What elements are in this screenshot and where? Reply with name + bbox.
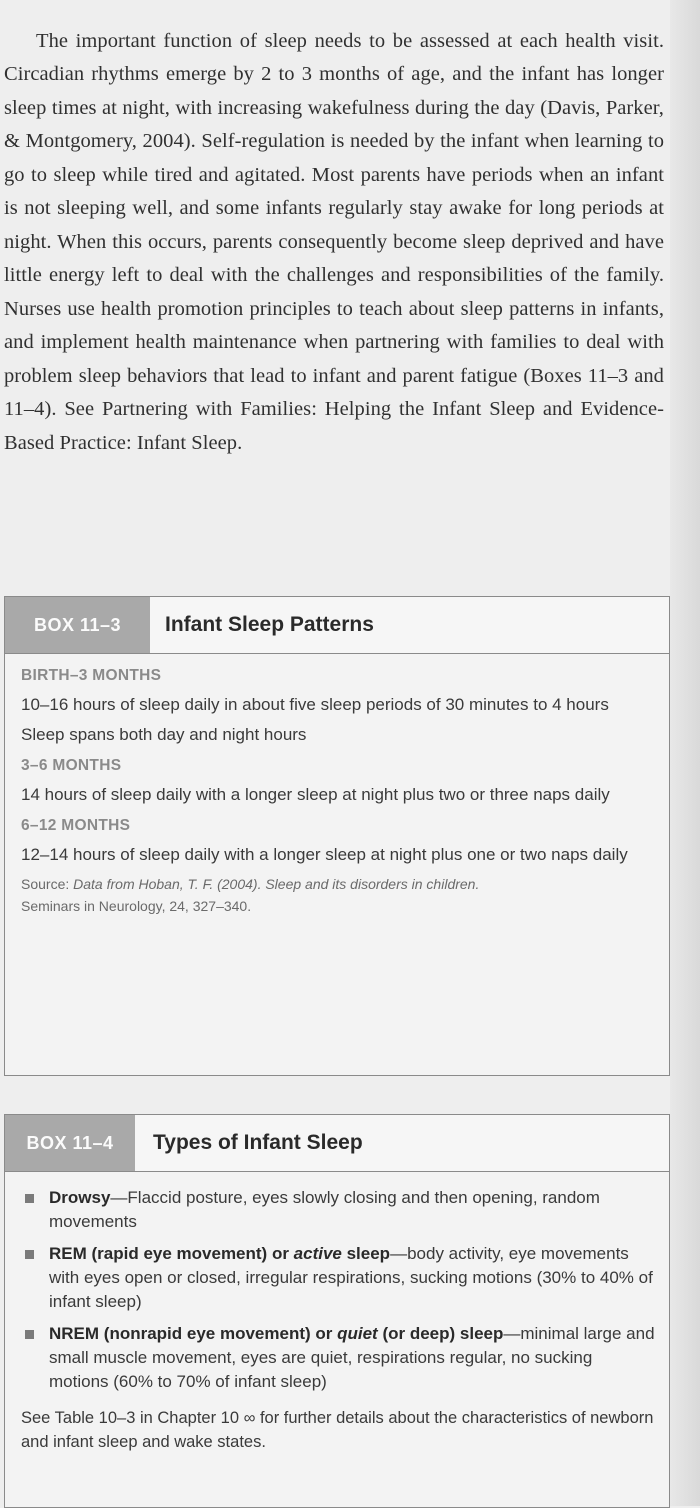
- section-line: Sleep spans both day and night hours: [21, 725, 307, 744]
- list-item: [21, 1242, 655, 1314]
- section-heading: 6–12 MONTHS: [21, 817, 131, 834]
- source-journal: Seminars in Neurology, 24, 327–340.: [21, 898, 252, 914]
- list-item: [21, 1322, 655, 1394]
- sleep-type-description: —body activity, eye movements with eyes open or closed, irregular respirations, sucking motions (30% to 40% of infant sleep): [49, 1244, 653, 1311]
- sleep-type-description: —Flaccid posture, eyes slowly closing and then opening, random movements: [49, 1188, 600, 1231]
- section-heading: 3–6 MONTHS: [21, 757, 122, 774]
- box-body: [5, 1172, 669, 1466]
- sleep-type-term: Drowsy: [49, 1188, 111, 1207]
- body-paragraph: [4, 25, 664, 461]
- box-types-of-infant-sleep: [4, 1114, 670, 1508]
- bullet-square-icon: [25, 1330, 34, 1339]
- sleep-types-list: [21, 1186, 655, 1394]
- section-line: 10–16 hours of sleep daily in about five sleep periods of 30 minutes to 4 hours: [21, 695, 609, 714]
- list-item: [21, 1186, 655, 1234]
- bullet-square-icon: [25, 1250, 34, 1259]
- box-number-tag: BOX 11–4: [5, 1115, 135, 1171]
- box-header: [5, 597, 669, 654]
- page-edge-shadow: [670, 0, 700, 1506]
- source-reference: Data from Hoban, T. F. (2004). Sleep and its disorders in children.: [73, 876, 480, 892]
- box-title: Types of Infant Sleep: [153, 1131, 363, 1154]
- sleep-type-term: NREM (nonrapid eye movement) or quiet (or deep) sleep: [49, 1324, 504, 1343]
- source-citation: [21, 873, 655, 917]
- source-label: Source:: [21, 876, 70, 892]
- box-number-tag: BOX 11–3: [5, 597, 150, 653]
- section-heading: BIRTH–3 MONTHS: [21, 667, 162, 684]
- section-line: 14 hours of sleep daily with a longer sleep at night plus two or three naps daily: [21, 785, 610, 804]
- box-infant-sleep-patterns: [4, 596, 670, 1076]
- section-line: 12–14 hours of sleep daily with a longer sleep at night plus one or two naps daily: [21, 845, 628, 864]
- body-paragraph-text: The important function of sleep needs to be assessed at each health visit. Circadian rhythms emerge by 2 to 3 months of age, and the infant has longer sleep times at night, with increasing wakefulness during the day (Davis, Parker, & Montgomery, 2004). Self-regulation is needed by the infant when learning to go to sleep while tired and agitated. Most parents have periods when an infant is not sleeping well, and some infants regularly stay awake for long periods at night. When this occurs, parents consequently become sleep deprived and have little energy left to deal with the challenges and responsibilities of the family. Nurses use health promotion principles to teach about sleep patterns in infants, and implement health maintenance when partnering with families to deal with problem sleep behaviors that lead to infant and parent fatigue (Boxes 11–3 and 11–4). See Partnering with Families: Helping the Infant Sleep and Evidence-Based Practice: Infant Sleep.: [4, 29, 664, 454]
- box-title: Infant Sleep Patterns: [165, 613, 374, 636]
- cross-reference-note: See Table 10–3 in Chapter 10 ∞ for further details about the characteristics of newborn and infant sleep and wake states.: [21, 1409, 654, 1451]
- sleep-type-term: REM (rapid eye movement) or active sleep: [49, 1244, 391, 1263]
- box-header: [5, 1115, 669, 1172]
- box-body: [5, 654, 669, 929]
- sleep-type-description: —minimal large and small muscle movement, eyes are quiet, respirations regular, no sucking motions (60% to 70% of infant sleep): [49, 1324, 655, 1391]
- bullet-square-icon: [25, 1194, 34, 1203]
